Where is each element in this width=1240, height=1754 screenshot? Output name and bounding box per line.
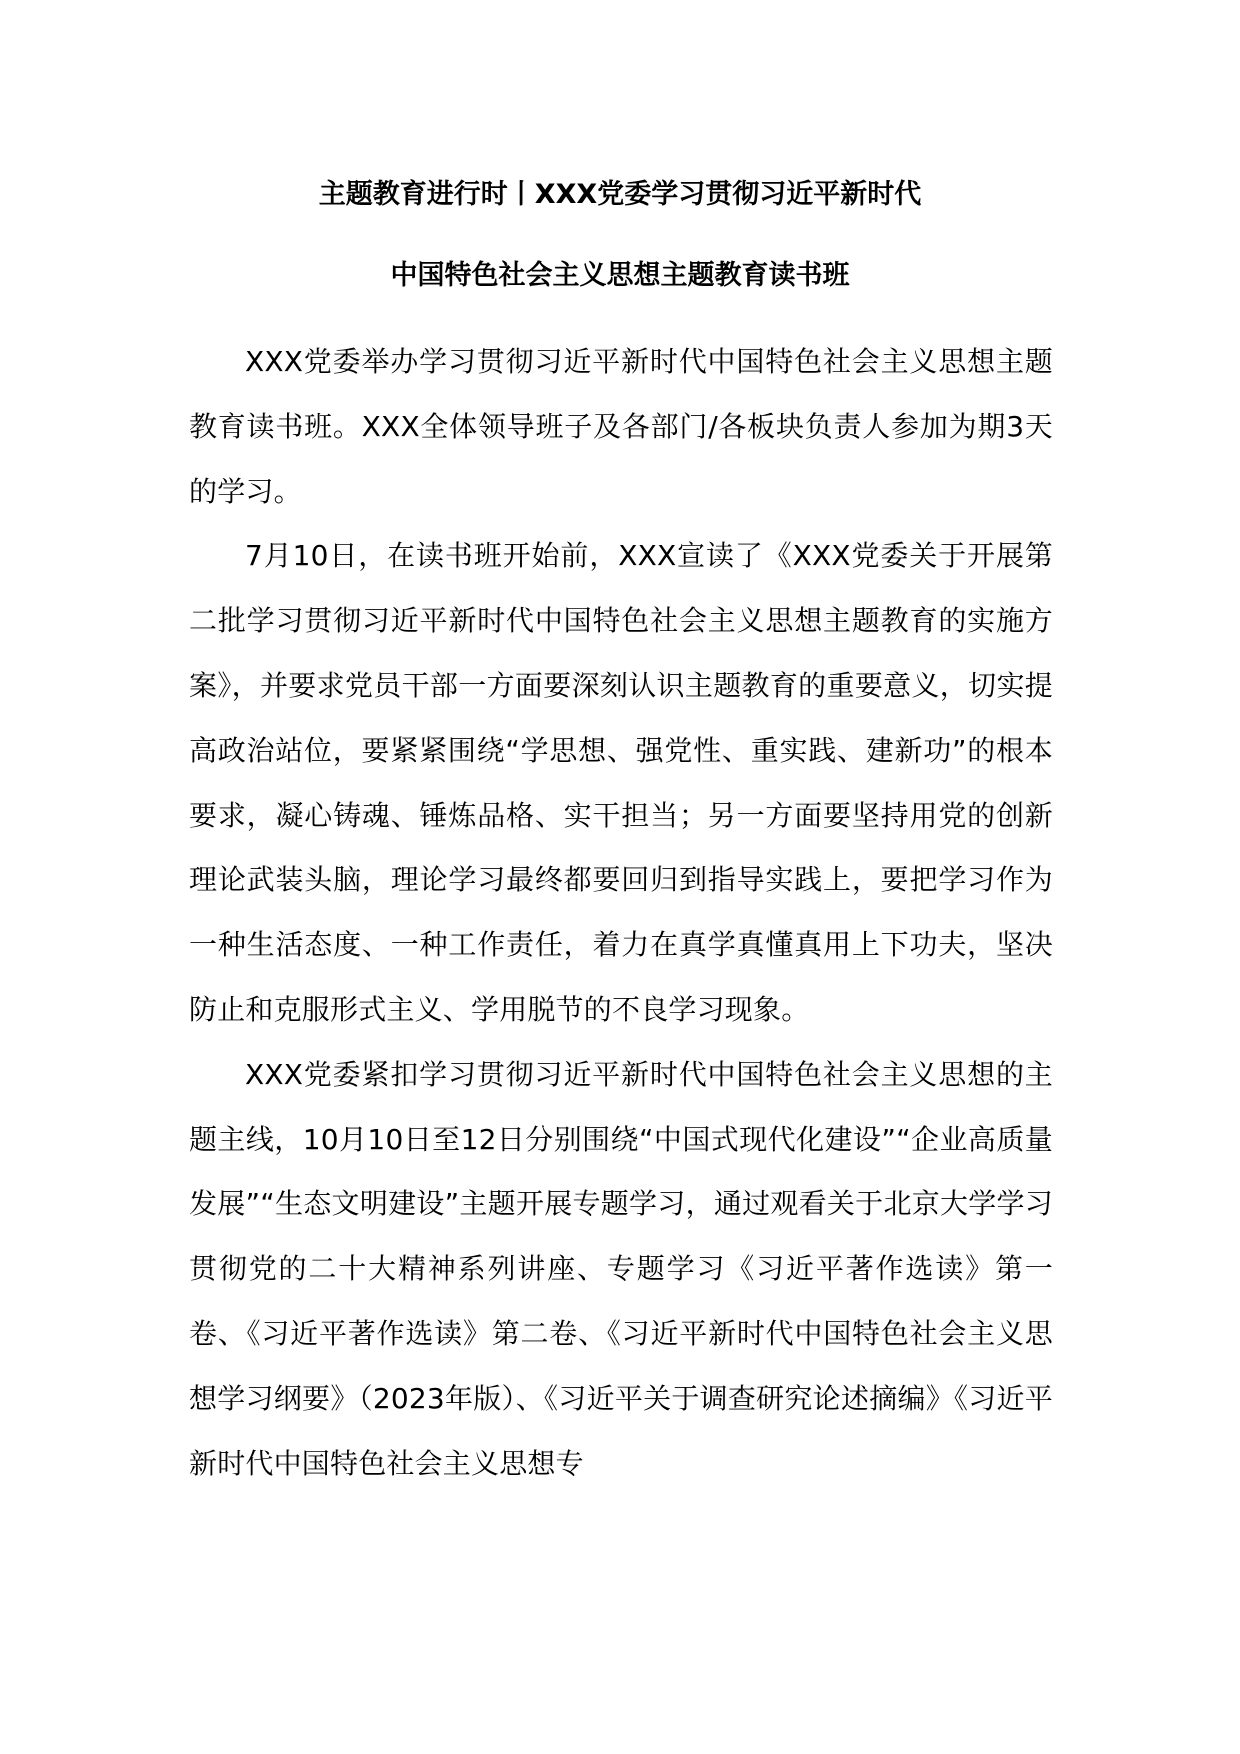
document-title-line-1: 主题教育进行时丨XXX党委学习贯彻习近平新时代: [318, 179, 922, 210]
body-paragraph-1: XXX党委举办学习贯彻习近平新时代中国特色社会主义思想主题教育读书班。XXX全体领导班子及各部门/各板块负责人参加为期3天的学习。: [189, 345, 1053, 508]
body-paragraph-3: XXX党委紧扣学习贯彻习近平新时代中国特色社会主义思想的主题主线，10月10日至12日分别围绕“中国式现代化建设”“企业高质量发展”“生态文明建设”主题开展专题学习，通过观看关于北京大学学习贯彻党的二十大精神系列讲座、专题学习《习近平著作选读》第一卷、《习近平著作选读》第二卷、《习近平新时代中国特色社会主义思想学习纲要》（2023年版）、《习近平关于调查研究论述摘编》《习近平新时代中国特色社会主义思想专: [189, 1057, 1053, 1480]
document-body: [189, 330, 1053, 1496]
body-paragraph-2: 7月10日，在读书班开始前，XXX宣读了《XXX党委关于开展第二批学习贯彻习近平新时代中国特色社会主义思想主题教育的实施方案》，并要求党员干部一方面要深刻认识主题教育的重要意义，切实提高政治站位，要紧紧围绕“学思想、强党性、重实践、建新功”的根本要求，凝心铸魂、锤炼品格、实干担当；另一方面要坚持用党的创新理论武装头脑，理论学习最终都要回归到指导实践上，要把学习作为一种生活态度、一种工作责任，着力在真学真懂真用上下功夫，坚决防止和克服形式主义、学用脱节的不良学习现象。: [189, 539, 1053, 1026]
document-title-line-2: 中国特色社会主义思想主题教育读书班: [390, 260, 850, 291]
